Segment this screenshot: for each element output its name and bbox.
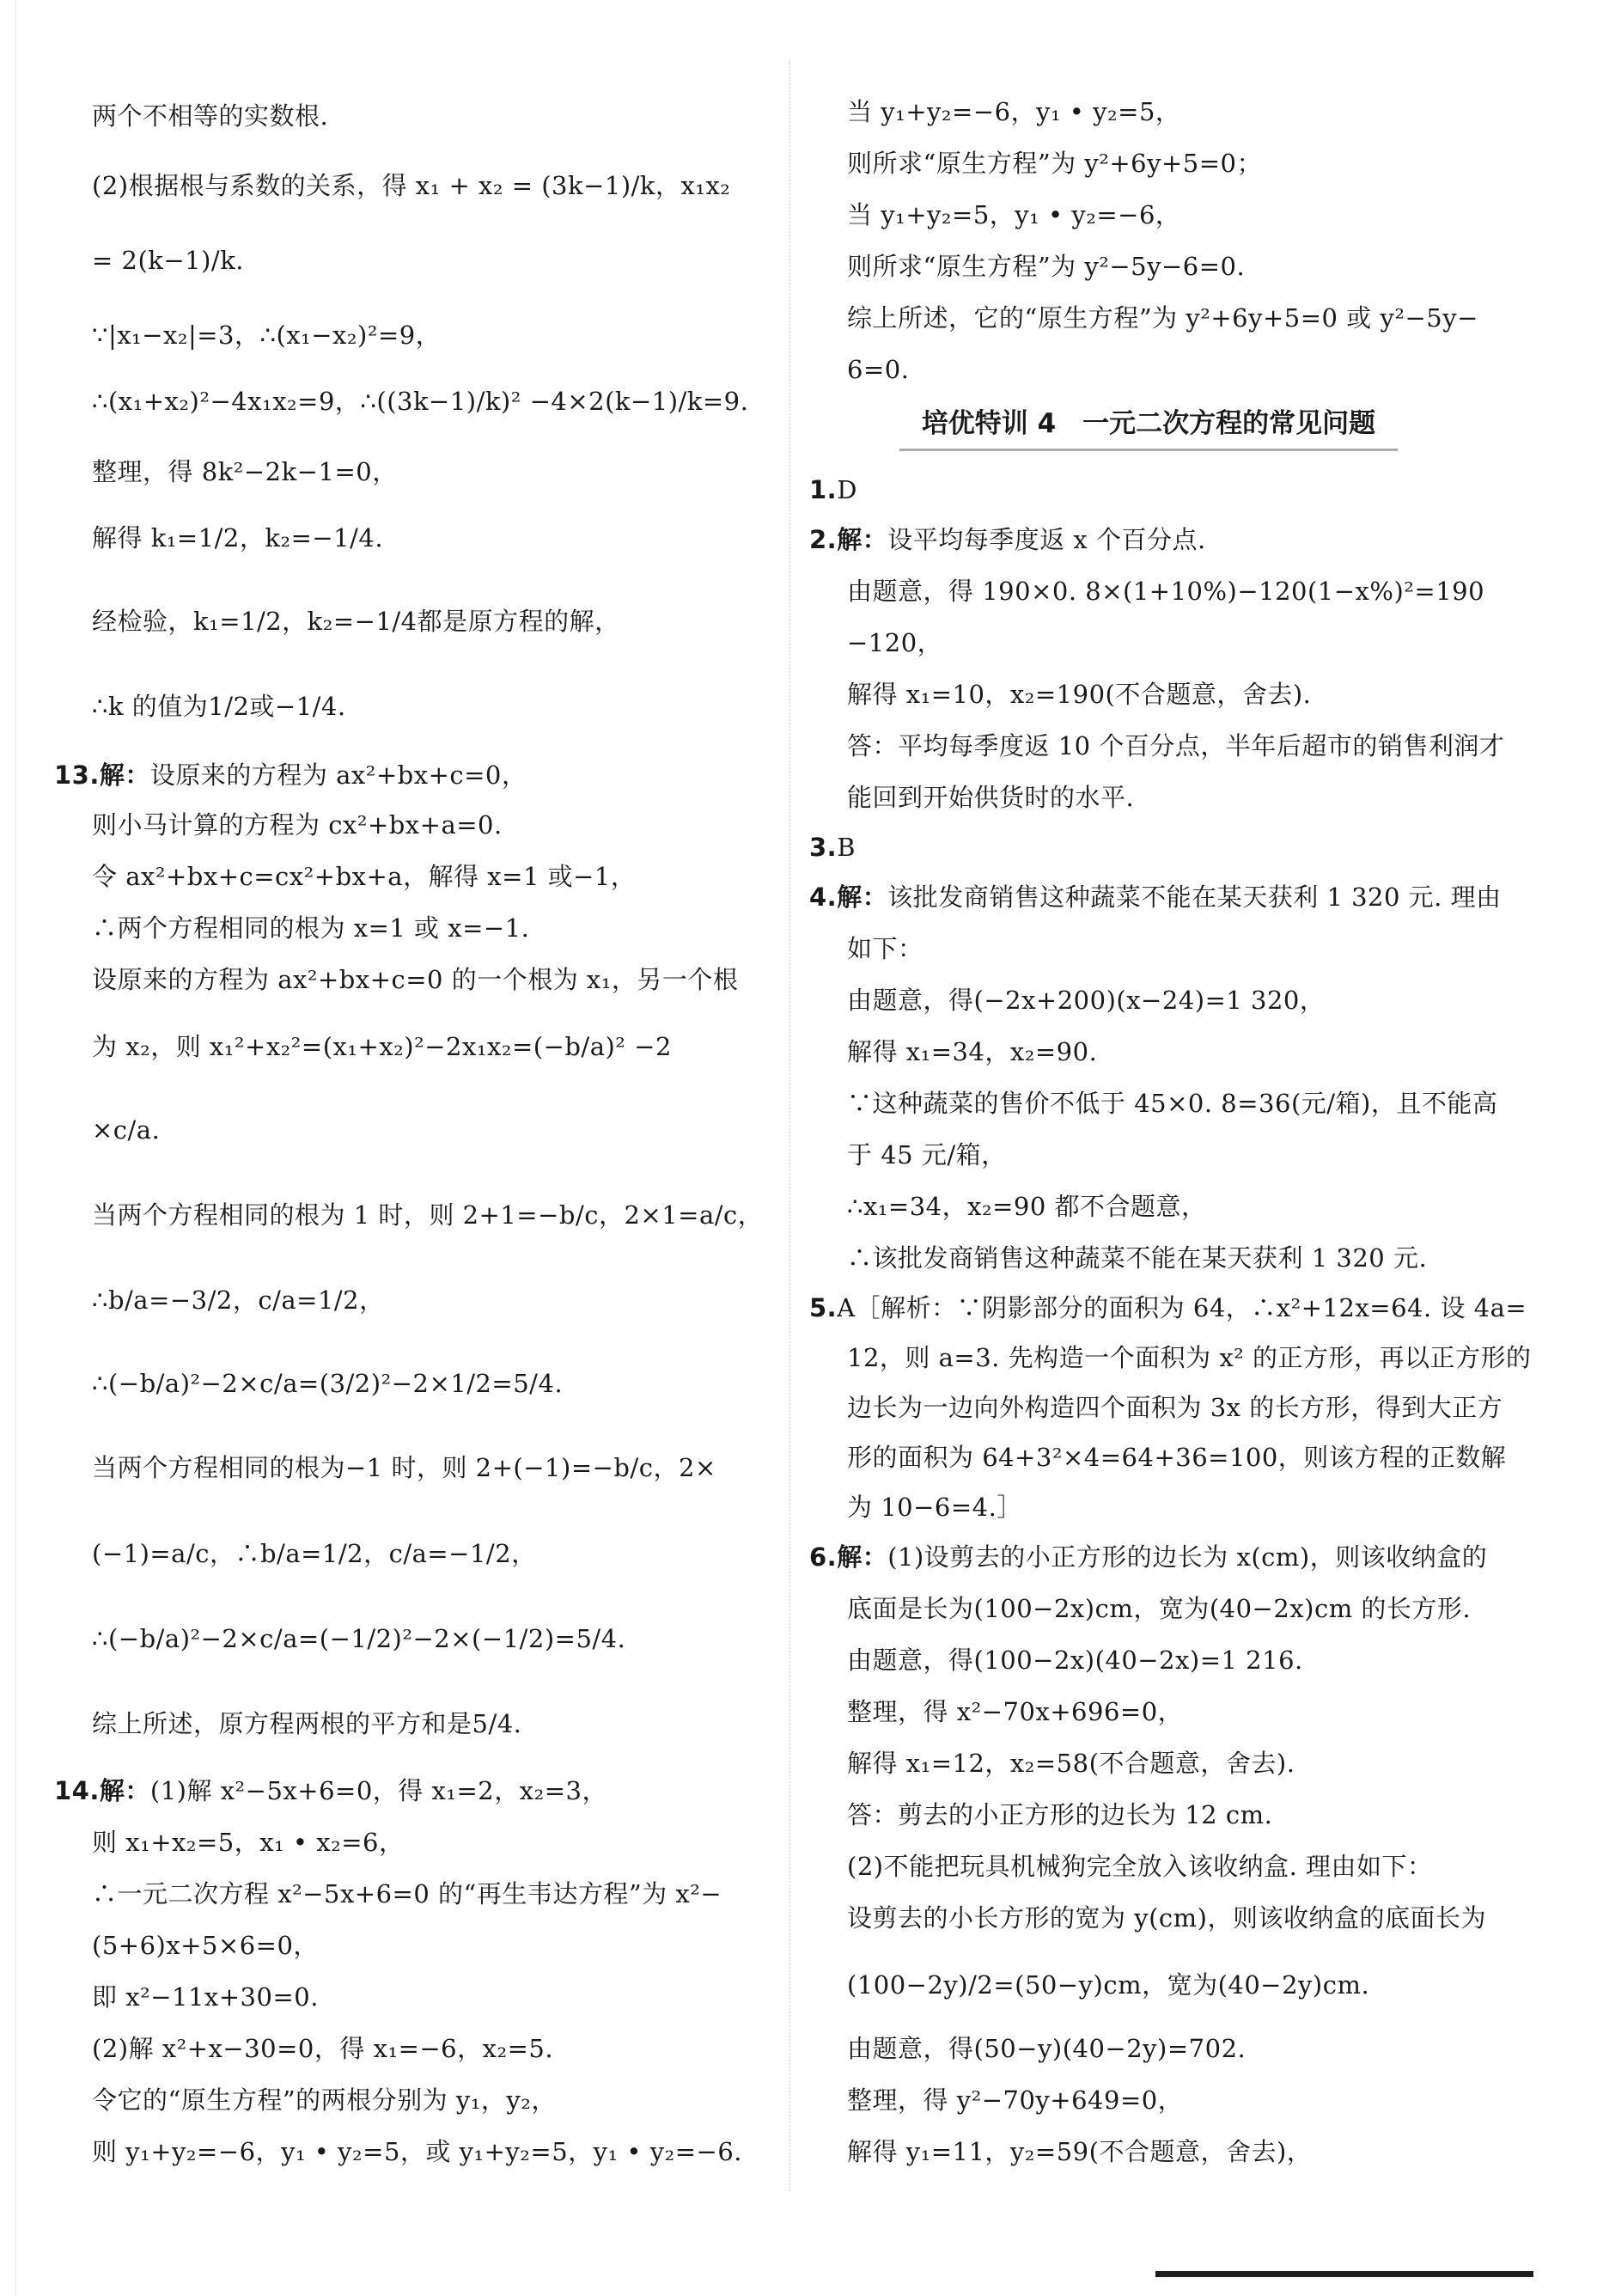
text-line: ∴一元二次方程 x²−5x+6=0 的“再生韦达方程”为 x²− xyxy=(92,1879,722,1908)
text-line: 解得 x₁=34，x₂=90. xyxy=(847,1037,1098,1066)
answer-5 xyxy=(809,1291,1527,1325)
text-line: 当两个方程相同的根为−1 时，则 2+(−1)=−b/c，2× xyxy=(92,1453,716,1482)
text-line: 由题意，得(50−y)(40−2y)=702. xyxy=(847,2034,1247,2063)
text-line: D xyxy=(837,475,857,504)
text-line: ∴(x₁+x₂)²−4x₁x₂=9，∴((3k−1)/k)² −4×2(k−1)/k=9. xyxy=(92,387,749,416)
answer-4 xyxy=(809,880,1502,914)
text-line: ∴k 的值为1/2或−1/4. xyxy=(92,692,346,721)
text-line: ∵|x₁−x₂|=3，∴(x₁−x₂)²=9， xyxy=(92,321,442,350)
page-edge-line xyxy=(15,0,16,2296)
text-line: 答：平均每季度返 10 个百分点，半年后超市的销售利润才 xyxy=(847,731,1505,760)
text-line: 边长为一边向外构造四个面积为 3x 的长方形，得到大正方 xyxy=(847,1393,1503,1422)
question-13 xyxy=(54,758,527,792)
text-line: 当 y₁+y₂=5，y₁ • y₂=−6， xyxy=(847,200,1181,229)
text-line: 经检验，k₁=1/2，k₂=−1/4都是原方程的解， xyxy=(92,607,620,636)
text-line: ∵这种蔬菜的售价不低于 45×0. 8=36(元/箱)，且不能高 xyxy=(847,1089,1498,1118)
text-line: 设剪去的小长方形的宽为 y(cm)，则该收纳盒的底面长为 xyxy=(847,1903,1486,1933)
text-line: 两个不相等的实数根. xyxy=(92,101,329,131)
text-line: 设原来的方程为 ax²+bx+c=0， xyxy=(149,760,527,790)
text-line: ∴b/a=−3/2，c/a=1/2， xyxy=(92,1285,385,1315)
text-line: 即 x²−11x+30=0. xyxy=(92,1982,319,2012)
answer-label: 解： xyxy=(99,760,150,790)
text-line: ∴该批发商销售这种蔬菜不能在某天获利 1 320 元. xyxy=(847,1243,1428,1273)
answer-1 xyxy=(809,473,857,507)
question-number: 6. xyxy=(809,1542,838,1572)
text-line: 则 y₁+y₂=−6，y₁ • y₂=5，或 y₁+y₂=5，y₁ • y₂=−6. xyxy=(92,2137,743,2166)
text-line: 由题意，得(100−2x)(40−2x)=1 216. xyxy=(847,1646,1303,1675)
text-line: 形的面积为 64+3²×4=64+36=100，则该方程的正数解 xyxy=(847,1443,1507,1472)
answer-2 xyxy=(809,522,1206,557)
column-divider xyxy=(789,60,790,2191)
text-line: 解得 x₁=10，x₂=190(不合题意，舍去). xyxy=(847,680,1312,709)
text-line: (100−2y)/2=(50−y)cm，宽为(40−2y)cm. xyxy=(847,1970,1370,2000)
text-line: ×c/a. xyxy=(92,1115,161,1145)
text-line: 则所求“原生方程”为 y²−5y−6=0. xyxy=(847,252,1246,281)
text-line: 底面是长为(100−2x)cm，宽为(40−2x)cm 的长方形. xyxy=(847,1594,1472,1623)
text-line: 能回到开始供货时的水平. xyxy=(847,783,1135,812)
text-line: 当 y₁+y₂=−6，y₁ • y₂=5， xyxy=(847,97,1181,126)
text-line: = 2(k−1)/k. xyxy=(92,246,244,275)
text-line: 于 45 元/箱， xyxy=(847,1140,1007,1169)
text-line: 综上所述，它的“原生方程”为 y²+6y+5=0 或 y²−5y− xyxy=(847,303,1478,333)
question-number: 13. xyxy=(54,760,100,790)
text-line: B xyxy=(837,833,856,862)
text-line: 由题意，得 190×0. 8×(1+10%)−120(1−x%)²=190 xyxy=(847,577,1485,606)
question-number: 5. xyxy=(809,1293,838,1322)
text-line: (2)不能把玩具机械狗完全放入该收纳盒. 理由如下： xyxy=(847,1852,1433,1881)
text-line: ∴(−b/a)²−2×c/a=(3/2)²−2×1/2=5/4. xyxy=(92,1369,564,1398)
answer-6 xyxy=(809,1540,1487,1574)
text-line: 为 x₂，则 x₁²+x₂²=(x₁+x₂)²−2x₁x₂=(−b/a)² −2 xyxy=(92,1032,672,1061)
text-line: 整理，得 x²−70x+696=0， xyxy=(847,1697,1184,1726)
text-line: (−1)=a/c，∴b/a=1/2，c/a=−1/2， xyxy=(92,1539,537,1568)
text-line: 解得 x₁=12，x₂=58(不合题意，舍去). xyxy=(847,1749,1295,1778)
text-line: 该批发商销售这种蔬菜不能在某天获利 1 320 元. 理由 xyxy=(887,882,1502,912)
text-line: 令它的“原生方程”的两根分别为 y₁，y₂， xyxy=(92,2085,557,2115)
text-line: ∴(−b/a)²−2×c/a=(−1/2)²−2×(−1/2)=5/4. xyxy=(92,1624,626,1653)
text-line: 则所求“原生方程”为 y²+6y+5=0； xyxy=(847,149,1263,178)
answer-3 xyxy=(809,830,856,864)
question-number: 3. xyxy=(809,833,838,862)
text-line: (2)解 x²+x−30=0，得 x₁=−6，x₂=5. xyxy=(92,2034,554,2063)
text-line: 如下： xyxy=(847,934,923,963)
text-line: 则 x₁+x₂=5，x₁ • x₂=6， xyxy=(92,1828,405,1857)
text-line: (1)解 x²−5x+6=0，得 x₁=2，x₂=3， xyxy=(149,1776,607,1805)
text-line: 答：剪去的小正方形的边长为 12 cm. xyxy=(847,1800,1273,1829)
answer-label: 解： xyxy=(99,1776,150,1805)
text-line: 6=0. xyxy=(847,355,910,384)
question-number: 14. xyxy=(54,1776,100,1805)
text-line: 整理，得 y²−70y+649=0， xyxy=(847,2085,1184,2115)
text-line: (5+6)x+5×6=0， xyxy=(92,1931,319,1960)
text-line: 整理，得 8k²−2k−1=0， xyxy=(92,457,398,486)
text-line: ∴x₁=34，x₂=90 都不合题意， xyxy=(847,1192,1207,1221)
text-line: 12，则 a=3. 先构造一个面积为 x² 的正方形，再以正方形的 xyxy=(847,1343,1532,1372)
text-line: (2)根据根与系数的关系，得 x₁ + x₂ = (3k−1)/k，x₁x₂ xyxy=(92,171,731,200)
text-line: 设平均每季度返 x 个百分点. xyxy=(887,525,1206,554)
question-number: 2. xyxy=(809,525,838,554)
question-number: 1. xyxy=(809,475,838,504)
text-line: 综上所述，原方程两根的平方和是5/4. xyxy=(92,1709,522,1738)
text-line: 由题意，得(−2x+200)(x−24)=1 320， xyxy=(847,986,1326,1015)
text-line: 设原来的方程为 ax²+bx+c=0 的一个根为 x₁，另一个根 xyxy=(92,965,739,994)
answer-label: 解： xyxy=(837,1542,888,1572)
text-line: 解得 y₁=11，y₂=59(不合题意，舍去)， xyxy=(847,2137,1313,2166)
answer-label: 解： xyxy=(837,882,888,912)
text-line: 为 10−6=4.］ xyxy=(847,1493,1022,1522)
text-line: (1)设剪去的小正方形的边长为 x(cm)，则该收纳盒的 xyxy=(887,1542,1488,1572)
text-line: ∴两个方程相同的根为 x=1 或 x=−1. xyxy=(92,913,530,943)
text-line: −120， xyxy=(847,628,943,657)
text-line: A［解析：∵阴影部分的面积为 64，∴x²+12x=64. 设 4a= xyxy=(837,1293,1527,1322)
text-line: 解得 k₁=1/2，k₂=−1/4. xyxy=(92,523,384,553)
footer-rule xyxy=(1155,2271,1533,2277)
question-14 xyxy=(54,1774,607,1808)
answer-label: 解： xyxy=(837,525,888,554)
text-line: 令 ax²+bx+c=cx²+bx+a，解得 x=1 或−1， xyxy=(92,862,637,891)
section-title: 培优特训 4 一元二次方程的常见问题 xyxy=(899,404,1398,451)
text-line: 则小马计算的方程为 cx²+bx+a=0. xyxy=(92,810,503,840)
text-line: 当两个方程相同的根为 1 时，则 2+1=−b/c，2×1=a/c， xyxy=(92,1200,764,1230)
question-number: 4. xyxy=(809,882,838,912)
